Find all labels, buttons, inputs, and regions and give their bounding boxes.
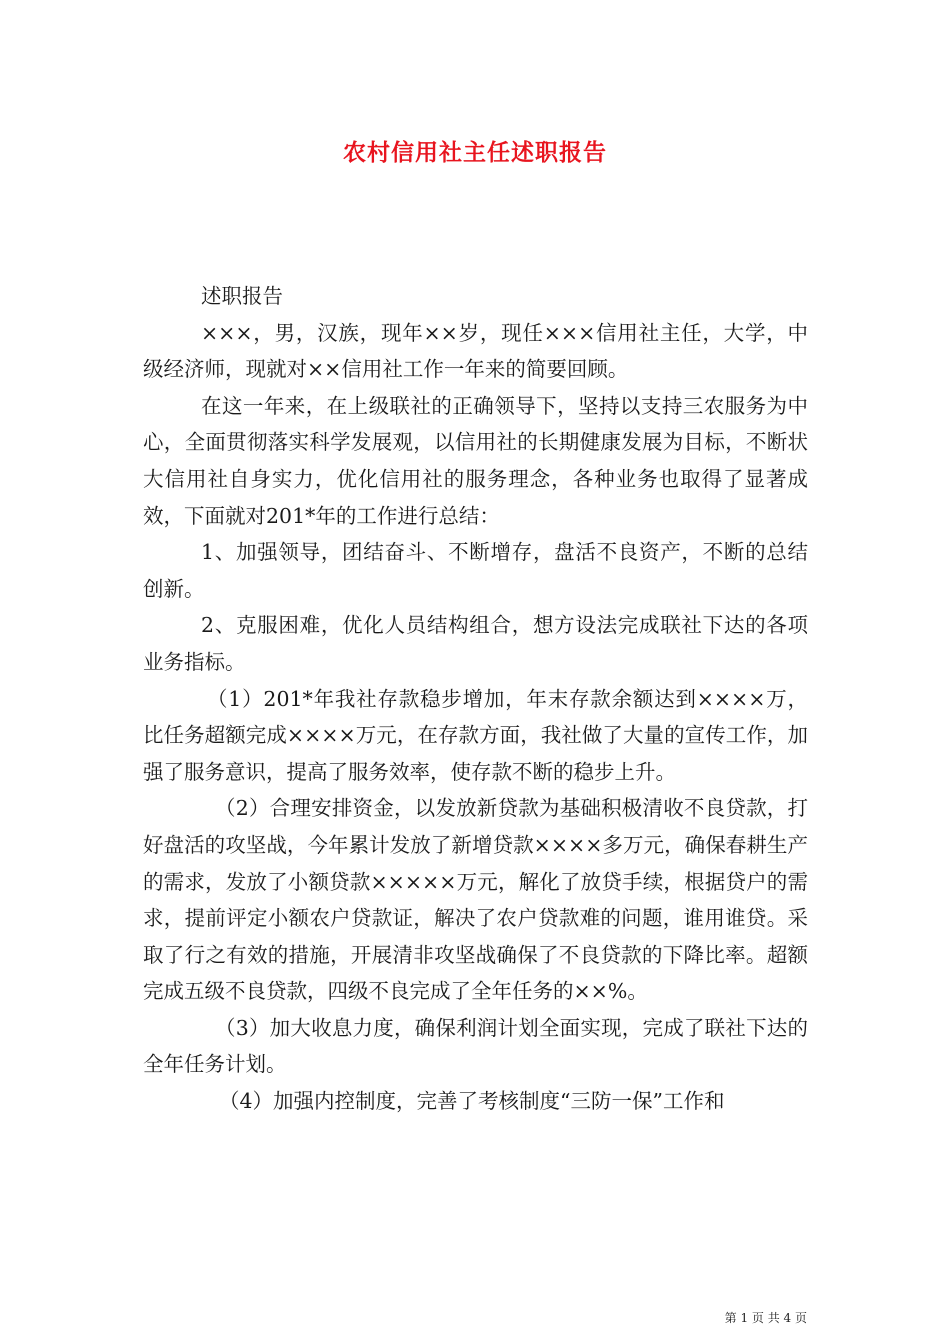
document-title: 农村信用社主任述职报告 [343, 140, 607, 166]
paragraph-item-1: 1、加强领导，团结奋斗、不断增存，盘活不良资产，不断的总结创新。 [143, 540, 808, 601]
document-body [143, 278, 808, 1120]
page-number-footer: 第 1 页 共 4 页 [724, 1311, 807, 1325]
paragraph-subitem-1: （1）201*年我社存款稳步增加，年末存款余额达到××××万，比任务超额完成××××万元，在存款方面，我社做了大量的宣传工作，加强了服务意识，提高了服务效率，使存款不断的稳步上升。 [143, 686, 808, 784]
paragraph-item-2: 2、克服困难，优化人员结构组合，想方设法完成联社下达的各项业务指标。 [143, 613, 808, 674]
paragraph-intro: ×××，男，汉族，现年××岁，现任×××信用社主任，大学，中级经济师，现就对××信用社工作一年来的简要回顾。 [143, 320, 808, 382]
paragraph-subitem-3: （3）加大收息力度，确保利润计划全面实现，完成了联社下达的全年任务计划。 [143, 1015, 808, 1077]
paragraph-overview: 在这一年来，在上级联社的正确领导下，坚持以支持三农服务为中心，全面贯彻落实科学发展观，以信用社的长期健康发展为目标，不断状大信用社自身实力，优化信用社的服务理念，各种业务也取得了显著成效，下面就对201*年的工作进行总结： [143, 393, 808, 528]
paragraph-subitem-2: （2）合理安排资金，以发放新贷款为基础积极清收不良贷款，打好盘活的攻坚战，今年累计发放了新增贷款××××多万元，确保春耕生产的需求，发放了小额贷款×××××万元，解化了放贷手续，根据贷户的需求，提前评定小额农户贷款证，解决了农户贷款难的问题，谁用谁贷。采取了行之有效的措施，开展清非攻坚战确保了不良贷款的下降比率。超额完成五级不良贷款，四级不良完成了全年任务的××%。 [143, 796, 808, 1004]
paragraph-heading: 述职报告 [201, 284, 283, 308]
paragraph-subitem-4: （4）加强内控制度，完善了考核制度“三防一保”工作和 [219, 1089, 725, 1114]
